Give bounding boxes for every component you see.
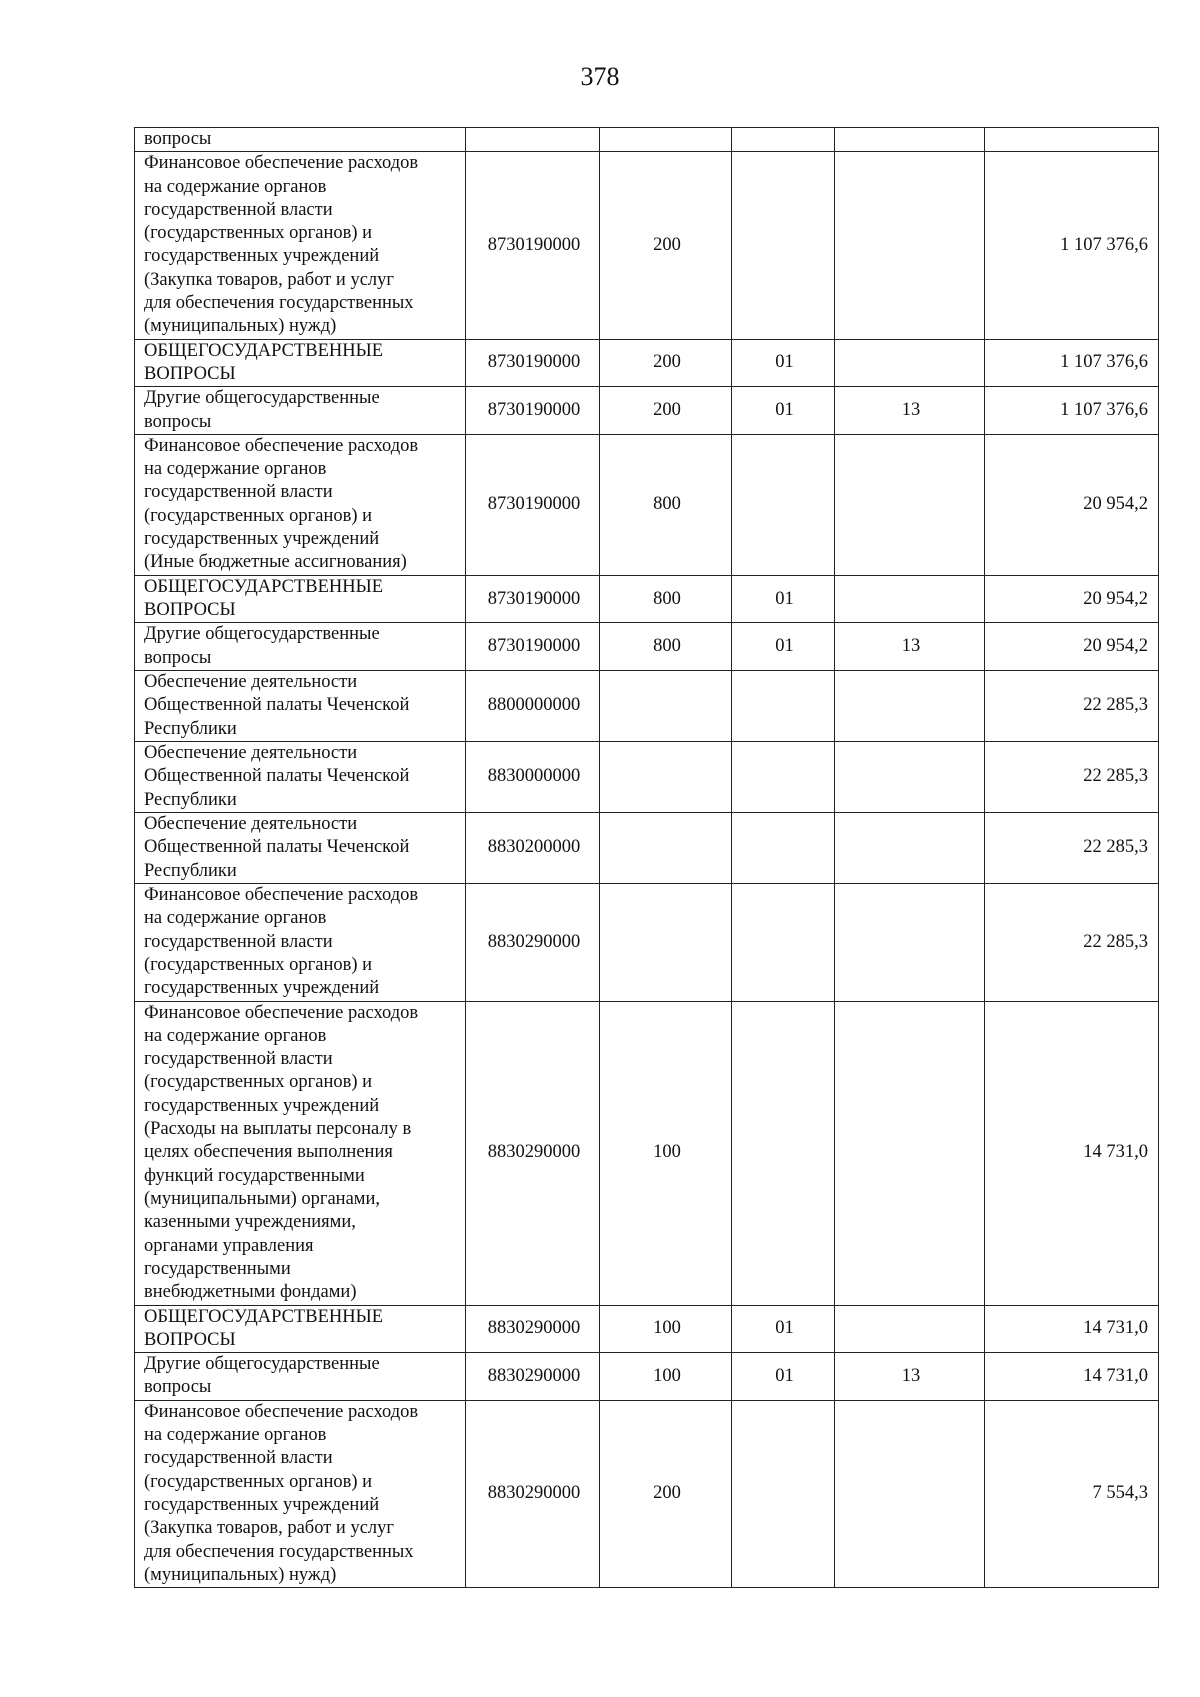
row-amount: 14 731,0 <box>985 1305 1159 1353</box>
row-code: 8730190000 <box>466 339 600 387</box>
row-expense-type <box>600 742 732 813</box>
row-amount: 7 554,3 <box>985 1400 1159 1587</box>
row-code <box>466 128 600 152</box>
row-amount: 22 285,3 <box>985 671 1159 742</box>
row-expense-type <box>600 813 732 884</box>
row-section: 01 <box>732 623 835 671</box>
row-name: Обеспечение деятельности Общественной палаты Чеченской Республики <box>135 671 466 742</box>
row-section: 01 <box>732 1353 835 1401</box>
row-name: вопросы <box>135 128 466 152</box>
row-amount <box>985 128 1159 152</box>
row-amount: 14 731,0 <box>985 1001 1159 1305</box>
budget-table <box>134 127 1159 1588</box>
row-expense-type <box>600 884 732 1001</box>
table-row <box>135 575 1159 623</box>
table-row <box>135 387 1159 435</box>
row-section <box>732 128 835 152</box>
table-row <box>135 434 1159 575</box>
row-expense-type: 100 <box>600 1001 732 1305</box>
row-amount: 22 285,3 <box>985 742 1159 813</box>
row-expense-type: 100 <box>600 1305 732 1353</box>
row-name: Другие общегосударственные вопросы <box>135 387 466 435</box>
row-code: 8830290000 <box>466 1353 600 1401</box>
row-amount: 20 954,2 <box>985 575 1159 623</box>
row-section <box>732 1001 835 1305</box>
table-row <box>135 1305 1159 1353</box>
row-subsection <box>835 742 985 813</box>
row-section <box>732 1400 835 1587</box>
table-row <box>135 152 1159 339</box>
row-code: 8800000000 <box>466 671 600 742</box>
row-section <box>732 813 835 884</box>
row-expense-type: 800 <box>600 575 732 623</box>
row-name: ОБЩЕГОСУДАРСТВЕННЫЕ ВОПРОСЫ <box>135 575 466 623</box>
row-code: 8830290000 <box>466 884 600 1001</box>
row-name: Другие общегосударственные вопросы <box>135 1353 466 1401</box>
row-code: 8830000000 <box>466 742 600 813</box>
row-subsection <box>835 152 985 339</box>
row-name: ОБЩЕГОСУДАРСТВЕННЫЕ ВОПРОСЫ <box>135 339 466 387</box>
table-row <box>135 1400 1159 1587</box>
row-name: Финансовое обеспечение расходов на содержание органов государственной власти (государственных органов) и государственных учреждений (Иные бюджетные ассигнования) <box>135 434 466 575</box>
row-code: 8730190000 <box>466 623 600 671</box>
table-row <box>135 1001 1159 1305</box>
row-subsection <box>835 813 985 884</box>
row-name: ОБЩЕГОСУДАРСТВЕННЫЕ ВОПРОСЫ <box>135 1305 466 1353</box>
table-row <box>135 339 1159 387</box>
row-code: 8730190000 <box>466 434 600 575</box>
row-expense-type: 800 <box>600 623 732 671</box>
table-row <box>135 813 1159 884</box>
row-section <box>732 152 835 339</box>
row-section: 01 <box>732 387 835 435</box>
row-subsection <box>835 1400 985 1587</box>
row-amount: 20 954,2 <box>985 623 1159 671</box>
row-section <box>732 884 835 1001</box>
row-section <box>732 742 835 813</box>
row-expense-type <box>600 128 732 152</box>
row-expense-type: 100 <box>600 1353 732 1401</box>
row-subsection <box>835 434 985 575</box>
row-expense-type: 800 <box>600 434 732 575</box>
row-expense-type <box>600 671 732 742</box>
row-name: Другие общегосударственные вопросы <box>135 623 466 671</box>
row-code: 8730190000 <box>466 152 600 339</box>
row-subsection <box>835 884 985 1001</box>
row-subsection <box>835 339 985 387</box>
row-section: 01 <box>732 339 835 387</box>
row-name: Финансовое обеспечение расходов на содержание органов государственной власти (государственных органов) и государственных учреждений (Расходы на выплаты персоналу в целях обеспечения выполнения функций государственными (муниципальными) органами, казенными учреждениями, органами управления государственными внебюджетными фондами) <box>135 1001 466 1305</box>
table-row <box>135 1353 1159 1401</box>
row-code: 8830290000 <box>466 1305 600 1353</box>
page-number: 378 <box>580 62 620 91</box>
row-expense-type: 200 <box>600 339 732 387</box>
row-code: 8830290000 <box>466 1400 600 1587</box>
row-amount: 1 107 376,6 <box>985 339 1159 387</box>
table-row <box>135 128 1159 152</box>
row-code: 8730190000 <box>466 575 600 623</box>
table-row <box>135 671 1159 742</box>
row-code: 8830290000 <box>466 1001 600 1305</box>
row-section: 01 <box>732 1305 835 1353</box>
row-section: 01 <box>732 575 835 623</box>
row-subsection <box>835 128 985 152</box>
row-code: 8730190000 <box>466 387 600 435</box>
row-name: Финансовое обеспечение расходов на содержание органов государственной власти (государственных органов) и государственных учреждений (Закупка товаров, работ и услуг для обеспечения государственных (муниципальных) нужд) <box>135 1400 466 1587</box>
table-row <box>135 884 1159 1001</box>
row-name: Обеспечение деятельности Общественной палаты Чеченской Республики <box>135 813 466 884</box>
row-name: Финансовое обеспечение расходов на содержание органов государственной власти (государственных органов) и государственных учреждений <box>135 884 466 1001</box>
row-subsection: 13 <box>835 623 985 671</box>
table-row <box>135 742 1159 813</box>
row-amount: 20 954,2 <box>985 434 1159 575</box>
row-subsection <box>835 1305 985 1353</box>
row-subsection <box>835 1001 985 1305</box>
row-name: Финансовое обеспечение расходов на содержание органов государственной власти (государственных органов) и государственных учреждений (Закупка товаров, работ и услуг для обеспечения государственных (муниципальных) нужд) <box>135 152 466 339</box>
row-amount: 22 285,3 <box>985 813 1159 884</box>
row-amount: 14 731,0 <box>985 1353 1159 1401</box>
row-expense-type: 200 <box>600 1400 732 1587</box>
row-amount: 1 107 376,6 <box>985 387 1159 435</box>
row-amount: 1 107 376,6 <box>985 152 1159 339</box>
row-section <box>732 671 835 742</box>
row-section <box>732 434 835 575</box>
row-expense-type: 200 <box>600 152 732 339</box>
row-amount: 22 285,3 <box>985 884 1159 1001</box>
row-subsection <box>835 671 985 742</box>
row-subsection: 13 <box>835 387 985 435</box>
row-name: Обеспечение деятельности Общественной палаты Чеченской Республики <box>135 742 466 813</box>
row-subsection <box>835 575 985 623</box>
table-row <box>135 623 1159 671</box>
row-subsection: 13 <box>835 1353 985 1401</box>
row-expense-type: 200 <box>600 387 732 435</box>
row-code: 8830200000 <box>466 813 600 884</box>
